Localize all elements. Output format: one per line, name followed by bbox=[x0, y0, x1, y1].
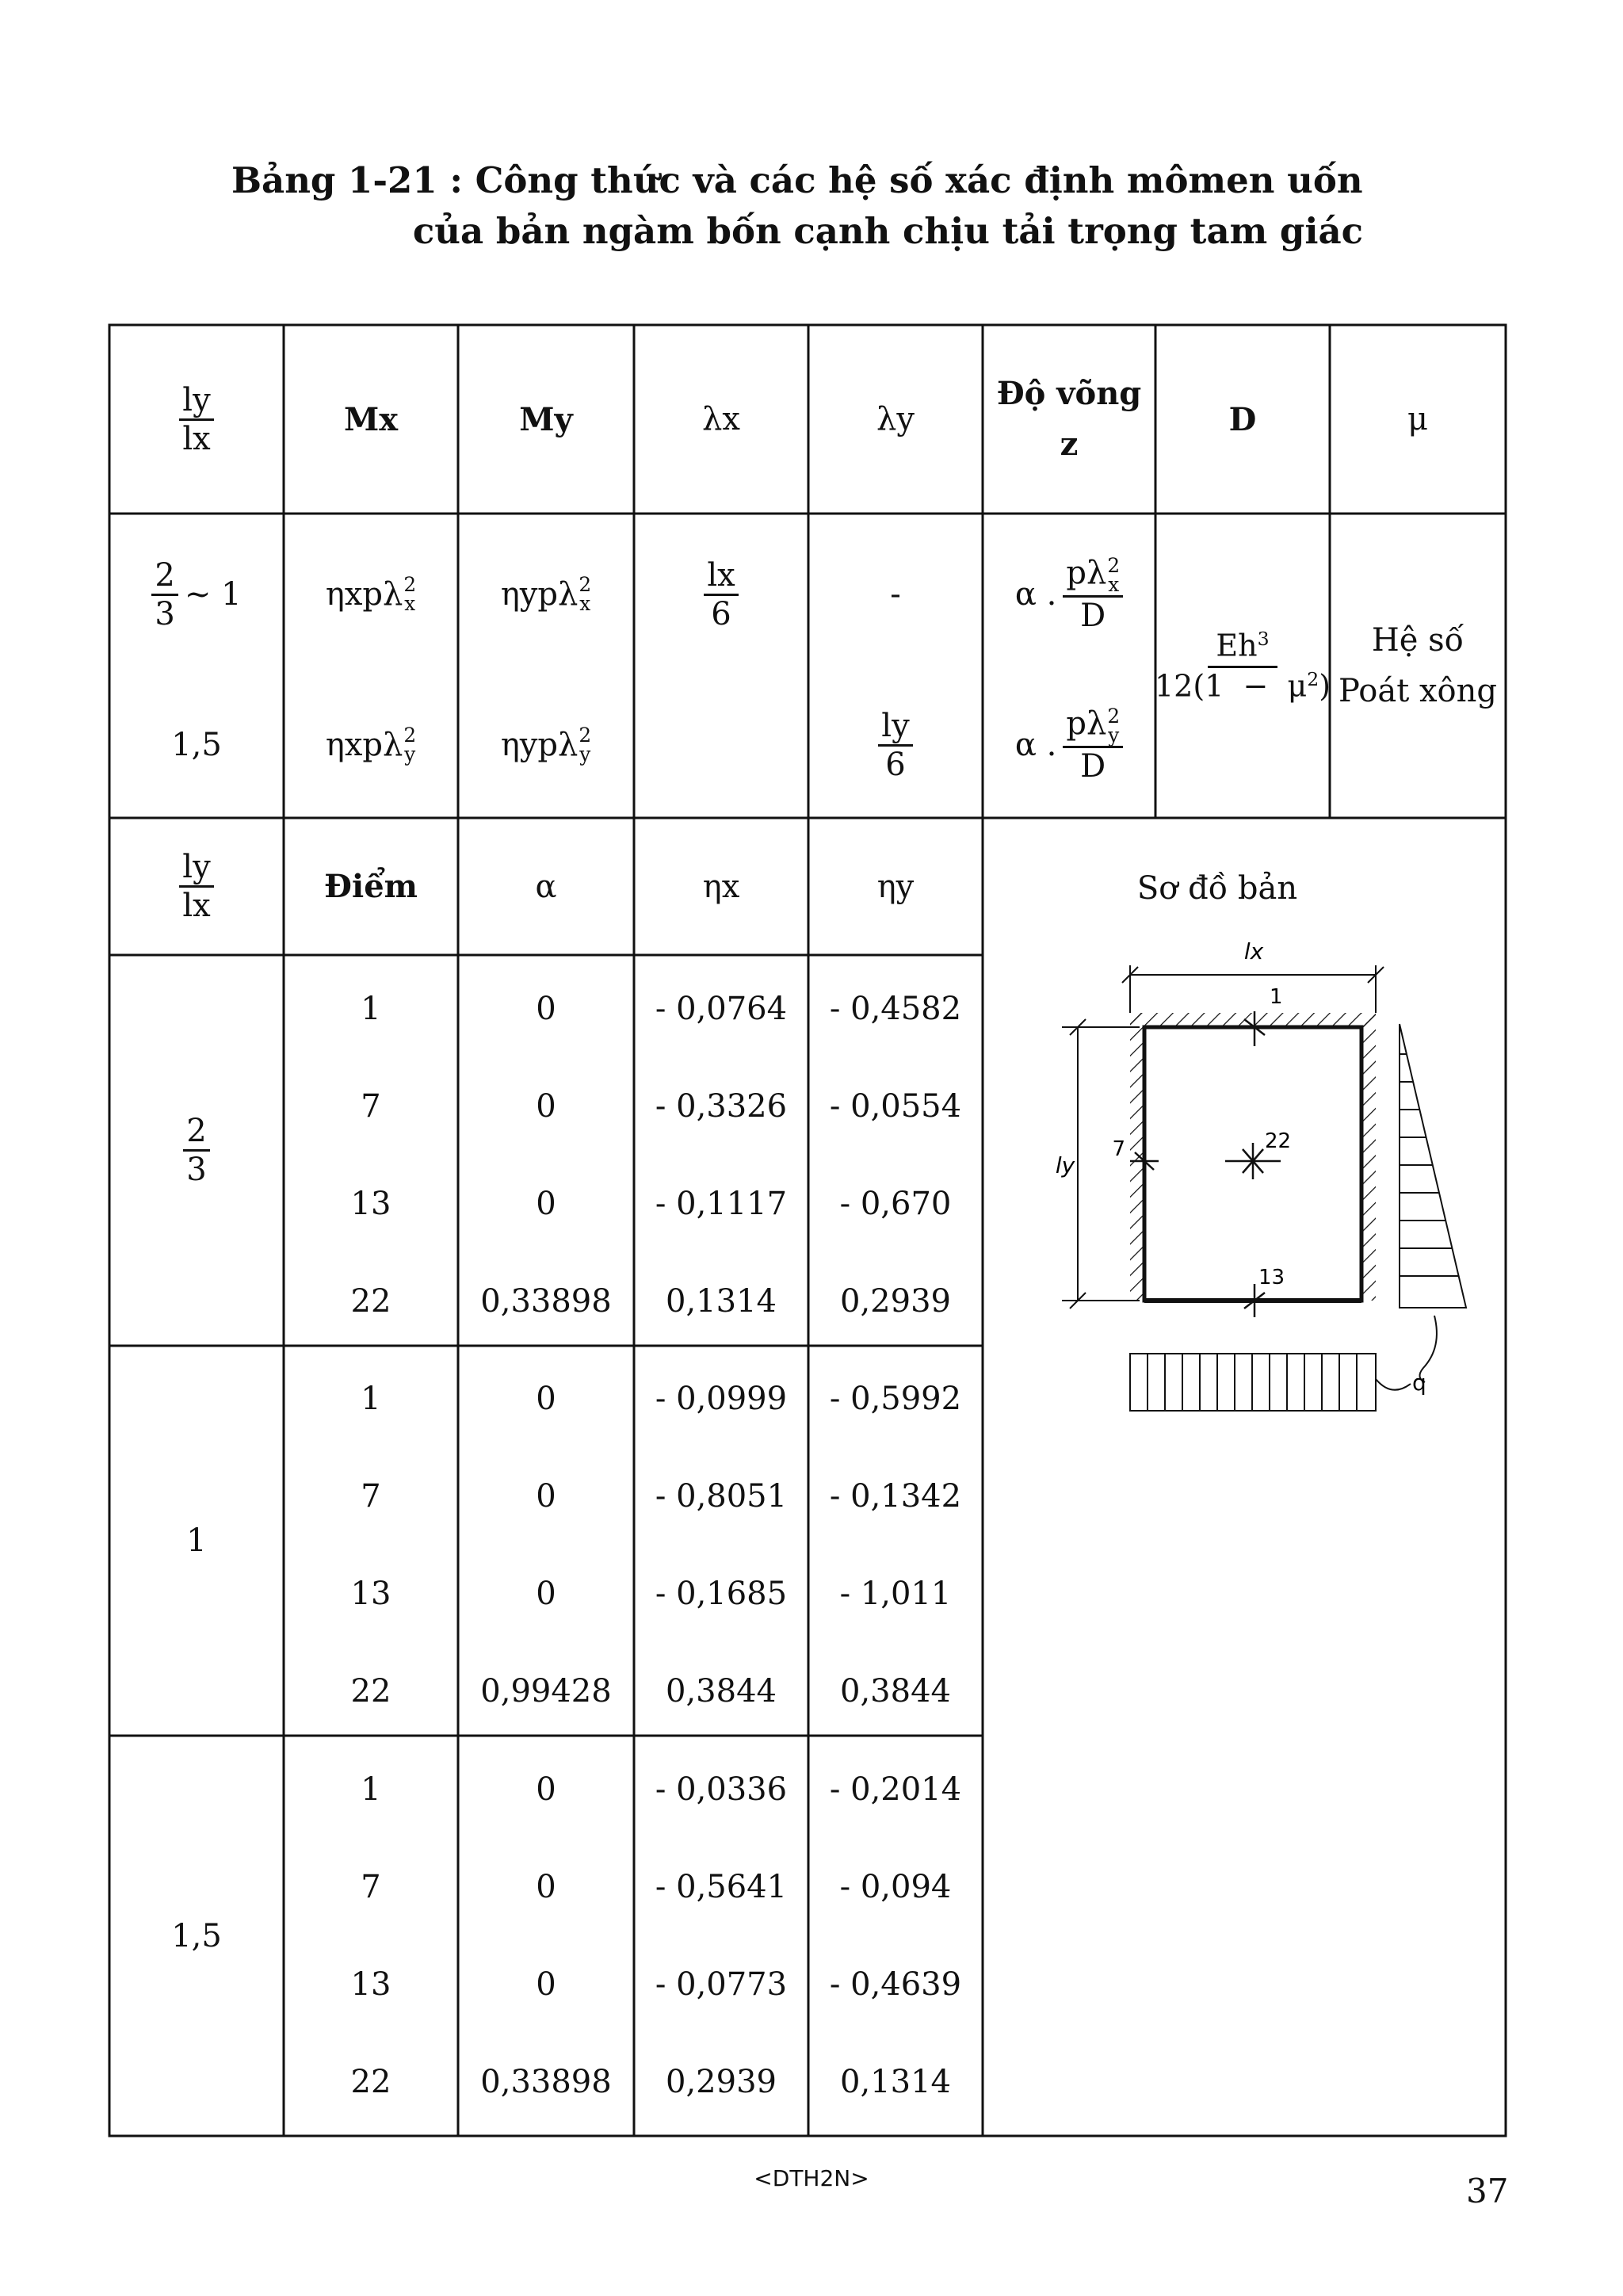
row1-lambda-y: - bbox=[890, 576, 901, 613]
row2-deflection bbox=[983, 697, 1155, 793]
title-line-2: của bản ngàm bốn cạnh chịu tải trọng tam giác bbox=[412, 210, 1363, 252]
header-deflection bbox=[983, 325, 1155, 514]
table-cell-alpha: 0 bbox=[536, 1477, 556, 1515]
table-cell-eta-x: - 0,3326 bbox=[655, 1087, 788, 1125]
header-lambda-y: λy bbox=[876, 401, 915, 437]
d-den-a: 12(1 − μ bbox=[1154, 668, 1308, 704]
row1-z-num-sup: 2 bbox=[1107, 554, 1121, 578]
header-deflection-line2: z bbox=[1060, 426, 1079, 463]
group2-ratio: 1 bbox=[186, 1522, 207, 1559]
table-cell-eta-y: 0,3844 bbox=[840, 1672, 951, 1710]
table-cell-eta-x: - 0,8051 bbox=[655, 1477, 788, 1515]
table-cell-eta-y: - 0,670 bbox=[839, 1185, 952, 1222]
row1-z-num-sub: x bbox=[1108, 572, 1120, 596]
row1-my-sup: 2 bbox=[579, 573, 592, 597]
header-ratio-num: ly bbox=[179, 384, 213, 421]
plate-diagram bbox=[1046, 935, 1490, 1442]
table-cell-point: 7 bbox=[361, 1477, 381, 1515]
table-cell-alpha: 0 bbox=[536, 1868, 556, 1905]
group1-ratio-den: 3 bbox=[186, 1152, 207, 1188]
table-cell-eta-y: 0,1314 bbox=[840, 2063, 951, 2100]
row1-ratio-suffix: ~ 1 bbox=[184, 576, 242, 613]
table-cell-alpha: 0 bbox=[536, 990, 556, 1027]
group1-ratio-num: 2 bbox=[183, 1114, 209, 1152]
lower-header-ratio bbox=[109, 818, 284, 955]
point-1-label: 1 bbox=[1270, 985, 1283, 1009]
table-cell-point: 13 bbox=[350, 1966, 391, 2003]
row2-my-sub: y bbox=[579, 743, 591, 766]
d-formula-den bbox=[1155, 668, 1331, 703]
table-cell-eta-x: - 0,1685 bbox=[655, 1575, 788, 1612]
row1-mx-base: ηxpλ bbox=[325, 576, 403, 613]
load-label: q bbox=[1412, 1370, 1426, 1396]
d-formula bbox=[1155, 514, 1330, 818]
title-line-1: Bảng 1-21 : Công thức và các hệ số xác định mômen uốn bbox=[231, 159, 1363, 201]
lower-header-ratio-den: lx bbox=[182, 888, 211, 924]
point-13-label: 13 bbox=[1258, 1266, 1285, 1289]
table-cell-eta-x: - 0,0773 bbox=[655, 1966, 788, 2003]
row2-ratio: 1,5 bbox=[171, 727, 222, 763]
lower-header-point: Điểm bbox=[324, 868, 418, 905]
row2-my-base: ηypλ bbox=[500, 727, 579, 763]
header-deflection-line1: Độ võng bbox=[996, 375, 1142, 412]
table-cell-point: 7 bbox=[361, 1087, 381, 1125]
table-cell-alpha: 0,99428 bbox=[480, 1672, 612, 1710]
row1-z-den: D bbox=[1080, 598, 1106, 635]
row2-lambda-y bbox=[808, 697, 983, 793]
table-cell-point: 22 bbox=[350, 2063, 391, 2100]
row2-alpha: α . bbox=[1014, 727, 1057, 763]
header-lambda-x: λx bbox=[702, 401, 740, 437]
table-cell-eta-y: 0,2939 bbox=[840, 1282, 951, 1320]
table-cell-eta-y: - 0,1342 bbox=[829, 1477, 962, 1515]
row2-mx-sup: 2 bbox=[403, 724, 417, 747]
row2-lambda-y-den: 6 bbox=[885, 746, 906, 783]
row2-z-num-sub: y bbox=[1108, 723, 1120, 747]
d-num-base: Eh bbox=[1216, 628, 1258, 663]
row1-alpha: α . bbox=[1014, 576, 1057, 613]
table-cell-eta-y: - 0,4639 bbox=[829, 1966, 962, 2003]
row2-mx-base: ηxpλ bbox=[325, 727, 403, 763]
table-cell-eta-x: 0,3844 bbox=[666, 1672, 777, 1710]
table-cell-point: 13 bbox=[350, 1185, 391, 1222]
table-cell-eta-x: - 0,5641 bbox=[655, 1868, 788, 1905]
row1-z-num bbox=[1063, 556, 1123, 598]
row1-lambda-x bbox=[634, 547, 808, 642]
row1-my bbox=[458, 547, 634, 642]
header-ratio-den: lx bbox=[182, 420, 211, 457]
row1-mx-sub: x bbox=[404, 592, 416, 615]
row1-lambda-x-num: lx bbox=[704, 559, 738, 596]
table-cell-eta-y: - 0,4582 bbox=[829, 990, 962, 1027]
mu-line-1: Hệ số bbox=[1371, 622, 1465, 659]
table-cell-eta-y: - 0,094 bbox=[839, 1868, 952, 1905]
row2-mx-sub: y bbox=[404, 743, 416, 766]
table-cell-point: 22 bbox=[350, 1672, 391, 1710]
table-cell-alpha: 0 bbox=[536, 1966, 556, 2003]
d-den-b: ) bbox=[1319, 668, 1331, 704]
table-cell-eta-x: - 0,0764 bbox=[655, 990, 788, 1027]
row2-z-num-base: pλ bbox=[1066, 705, 1107, 742]
triangular-load bbox=[1400, 1024, 1466, 1308]
table-cell-alpha: 0 bbox=[536, 1380, 556, 1417]
row1-ratio bbox=[109, 547, 284, 642]
uniform-load bbox=[1130, 1316, 1437, 1411]
row2-my bbox=[458, 697, 634, 793]
row1-ratio-den: 3 bbox=[155, 595, 175, 632]
table-cell-alpha: 0,33898 bbox=[480, 2063, 612, 2100]
row1-ratio-num: 2 bbox=[151, 559, 178, 596]
table-cell-eta-x: - 0,1117 bbox=[655, 1185, 788, 1222]
row2-lambda-y-num: ly bbox=[878, 709, 912, 747]
mu-line-2: Poát xông bbox=[1338, 673, 1498, 709]
table-cell-eta-y: - 0,5992 bbox=[829, 1380, 962, 1417]
row1-mx bbox=[284, 547, 458, 642]
group3-ratio: 1,5 bbox=[171, 1917, 222, 1954]
diagram-title: Sơ đồ bản bbox=[1136, 870, 1298, 907]
table-cell-eta-x: - 0,0336 bbox=[655, 1771, 788, 1808]
header-d: D bbox=[1228, 400, 1257, 438]
table-cell-eta-x: - 0,0999 bbox=[655, 1380, 788, 1417]
row1-lambda-x-den: 6 bbox=[711, 595, 731, 632]
header-ratio bbox=[109, 325, 284, 514]
lower-header-alpha: α bbox=[535, 868, 557, 905]
table-title bbox=[190, 155, 1363, 257]
table-cell-point: 22 bbox=[350, 1282, 391, 1320]
mu-description bbox=[1330, 514, 1506, 818]
table-cell-eta-y: - 0,0554 bbox=[829, 1087, 962, 1125]
page-number: 37 bbox=[1466, 2172, 1509, 2210]
point-7-label: 7 bbox=[1112, 1137, 1125, 1161]
row2-mx bbox=[284, 697, 458, 793]
header-mx: Mx bbox=[343, 400, 399, 438]
table-cell-alpha: 0 bbox=[536, 1771, 556, 1808]
lower-header-eta-x: ηx bbox=[702, 868, 740, 905]
row2-z-num bbox=[1063, 707, 1123, 749]
row1-my-base: ηypλ bbox=[500, 576, 579, 613]
lx-label: lx bbox=[1243, 938, 1264, 965]
row1-my-sub: x bbox=[579, 592, 591, 615]
lx-dimension bbox=[1122, 965, 1384, 1013]
table-cell-eta-x: 0,2939 bbox=[666, 2063, 777, 2100]
group1-ratio bbox=[109, 955, 284, 1346]
lower-header-eta-y: ηy bbox=[876, 868, 915, 905]
table-cell-point: 13 bbox=[350, 1575, 391, 1612]
row1-deflection bbox=[983, 547, 1155, 642]
table-cell-eta-y: - 0,2014 bbox=[829, 1771, 962, 1808]
row1-mx-sup: 2 bbox=[403, 573, 417, 597]
header-my: My bbox=[519, 400, 573, 438]
point-22-label: 22 bbox=[1265, 1129, 1292, 1153]
table-cell-alpha: 0 bbox=[536, 1575, 556, 1612]
table-cell-point: 1 bbox=[361, 1771, 381, 1808]
footer-code: <DTH2N> bbox=[754, 2165, 869, 2191]
row2-z-num-sup: 2 bbox=[1107, 705, 1121, 728]
d-num-sup: 3 bbox=[1257, 627, 1270, 650]
row1-z-num-base: pλ bbox=[1066, 554, 1107, 591]
d-formula-num bbox=[1208, 629, 1277, 668]
table-cell-eta-y: - 1,011 bbox=[839, 1575, 952, 1612]
row2-my-sup: 2 bbox=[579, 724, 592, 747]
table-cell-alpha: 0 bbox=[536, 1087, 556, 1125]
table-cell-eta-x: 0,1314 bbox=[666, 1282, 777, 1320]
d-den-sup: 2 bbox=[1307, 667, 1319, 690]
lower-header-ratio-num: ly bbox=[179, 850, 213, 888]
table-cell-alpha: 0,33898 bbox=[480, 1282, 612, 1320]
header-mu: μ bbox=[1407, 401, 1428, 437]
ly-label: ly bbox=[1055, 1152, 1075, 1179]
row2-z-den: D bbox=[1080, 748, 1106, 785]
table-cell-point: 7 bbox=[361, 1868, 381, 1905]
table-cell-alpha: 0 bbox=[536, 1185, 556, 1222]
table-cell-point: 1 bbox=[361, 990, 381, 1027]
table-cell-point: 1 bbox=[361, 1380, 381, 1417]
